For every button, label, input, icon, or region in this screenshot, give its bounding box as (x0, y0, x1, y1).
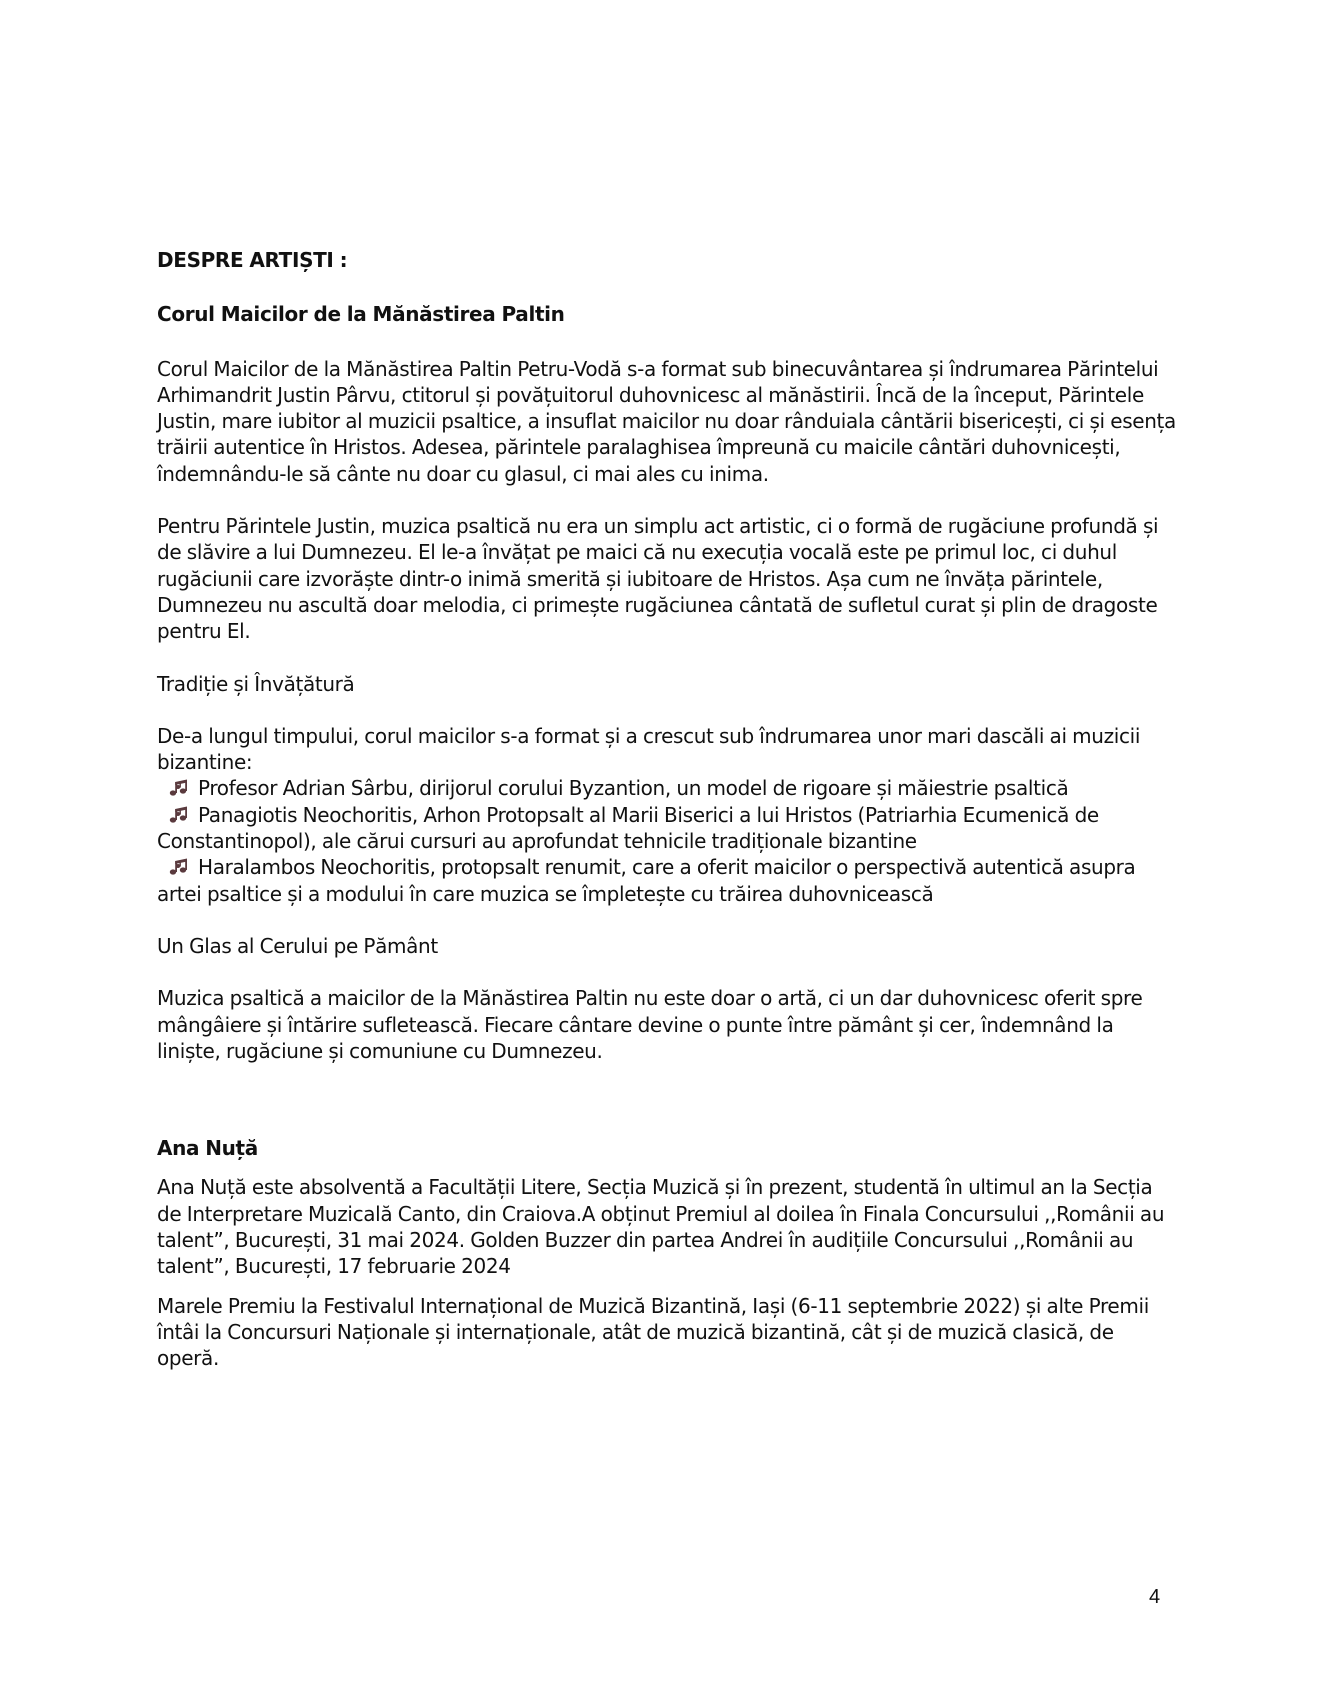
choir-paragraph-2: Pentru Părintele Justin, muzica psaltică nu era un simplu act artistic, ci o formă de rugăciune profundă și de slăvire a lui Dumnezeu. El le-a învățat pe maici că nu execuția vocală este pe primul loc, ci duhul rugăciunii care izvorăște dintr-o inimă smerită și iubitoare de Hristos. Așa cum ne învăța părintele, Dumnezeu nu ascultă doar melodia, ci primește rugăciunea cântată de sufletul curat și plin de dragoste pentru El. (157, 514, 1159, 644)
teacher-text: Panagiotis Neochoritis, Arhon Protopsalt al Marii Biserici a lui Hristos (Patriarhia Ecumenică de Constantinopol), ale cărui cursuri au aprofundat tehnicile tradiționale bizantine (157, 802, 1099, 854)
ana-paragraph-1: Ana Nuță este absolventă a Facultății Litere, Secția Muzică și în prezent, studentă în ultimul an la Secția de Interpretare Muzicală Canto, din Craiova.A obținut Premiul al doilea în Finala Concursului ,,Românii au talent”, București, 31 mai 2024. Golden Buzzer din partea Andrei în audițiile Concursului ,,Românii au talent”, București, 17 februarie 2024 (157, 1175, 1165, 1279)
glas-heading: Un Glas al Cerului pe Pământ (157, 933, 438, 958)
ana-paragraph-2: Marele Premiu la Festivalul Internațional de Muzică Bizantină, Iași (6-11 septembrie 2022) și alte Premii întâi la Concursuri Naționale și internaționale, atât de muzică bizantină, cât și de muzică clasică, de operă. (157, 1293, 1149, 1371)
choir-paragraph-1: Corul Maicilor de la Mănăstirea Paltin Petru-Vodă s-a format sub binecuvântarea și îndrumarea Părintelui Arhimandrit Justin Pârvu, ctitorul și povățuitorul duhovnicesc al mănăstirii. Încă de la început, Părintele Justin, mare iubitor al muzicii psaltice, a insuflat maicilor nu doar rânduiala cântării bisericești, ci și esența trăirii autentice în Hristos. Adesea, părintele paralaghisea împreună cu maicile cântări duhovnicești, îndemnându-le să cânte nu doar cu glasul, ci mai ales cu inima. (157, 356, 1176, 486)
document-page (157, 247, 1177, 1372)
choir-heading: Corul Maicilor de la Mănăstirea Paltin (157, 302, 565, 327)
teacher-text: Profesor Adrian Sârbu, dirijorul corului Byzantion, un model de rigoare și măiestrie psaltică (198, 776, 1069, 801)
music-notes-icon (169, 856, 191, 874)
teacher-text: Haralambos Neochoritis, protopsalt renumit, care a oferit maicilor o perspectivă autentică asupra artei psaltice și a modului în care muzica se împletește cu trăirea duhovnicească (157, 855, 1136, 906)
teacher-list-item (157, 802, 1177, 855)
page-number: 4 (1149, 1586, 1161, 1608)
glas-paragraph: Muzica psaltică a maicilor de la Mănăstirea Paltin nu este doar o artă, ci un dar duhovnicesc oferit spre mângâiere și întărire sufletească. Fiecare cântare devine o punte între pământ și cer, îndemnând la liniște, rugăciune și comuniune cu Dumnezeu. (157, 986, 1143, 1063)
tradition-heading: Tradiție și Învățătură (157, 671, 355, 696)
teacher-list-item (157, 775, 1177, 801)
teacher-list-item (157, 854, 1177, 907)
music-notes-icon (169, 777, 191, 795)
tradition-intro: De-a lungul timpului, corul maicilor s-a format și a crescut sub îndrumarea unor mari dascăli ai muzicii bizantine: (157, 723, 1141, 775)
ana-heading: Ana Nuță (157, 1136, 258, 1161)
section-title: DESPRE ARTIȘTI : (157, 248, 348, 272)
music-notes-icon (169, 804, 191, 822)
